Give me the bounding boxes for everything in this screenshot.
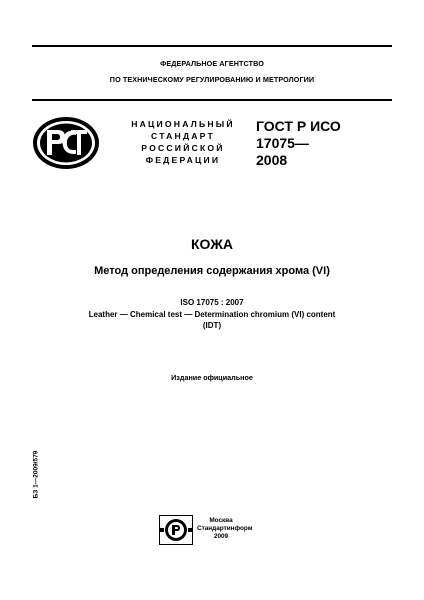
header-rule [32,99,392,101]
edition-label: Издание официальное [171,373,253,382]
national-line-2: СТАНДАРТ [151,131,215,141]
english-title: Leather — Chemical test — Determination chromium (VI) content [88,310,336,319]
agency-line-2: ПО ТЕХНИЧЕСКОМУ РЕГУЛИРОВАНИЮ И МЕТРОЛОГИИ [109,75,315,84]
idt-mark: (IDT) [202,321,222,330]
publisher [197,517,253,541]
gost-code-line-1: ГОСТ Р ИСО [256,118,341,134]
standartinform-logo-icon [159,515,193,545]
document-title: КОЖА [190,236,233,252]
national-line-1: НАЦИОНАЛЬНЫЙ [131,119,235,129]
document-subtitle: Метод определения содержания хрома (VI) [94,265,330,277]
gost-code-line-3: 2008 [256,152,288,168]
publisher-name: Стандартинформ [197,525,253,532]
gost-code [256,118,341,169]
national-line-3: РОССИЙСКОЙ [141,143,225,153]
agency-line-1: ФЕДЕРАЛЬНОЕ АГЕНТСТВО [160,59,264,68]
top-rule [32,45,392,47]
national-line-4: ФЕДЕРАЦИИ [145,155,221,165]
iso-reference: ISO 17075 : 2007 [180,298,244,307]
publisher-year: 2009 [213,533,229,540]
gost-code-line-2: 17075— [256,135,309,151]
side-code: БЗ 1—2009/579 [32,450,40,499]
publisher-city: Москва [209,517,233,524]
rst-logo-icon [31,115,101,171]
